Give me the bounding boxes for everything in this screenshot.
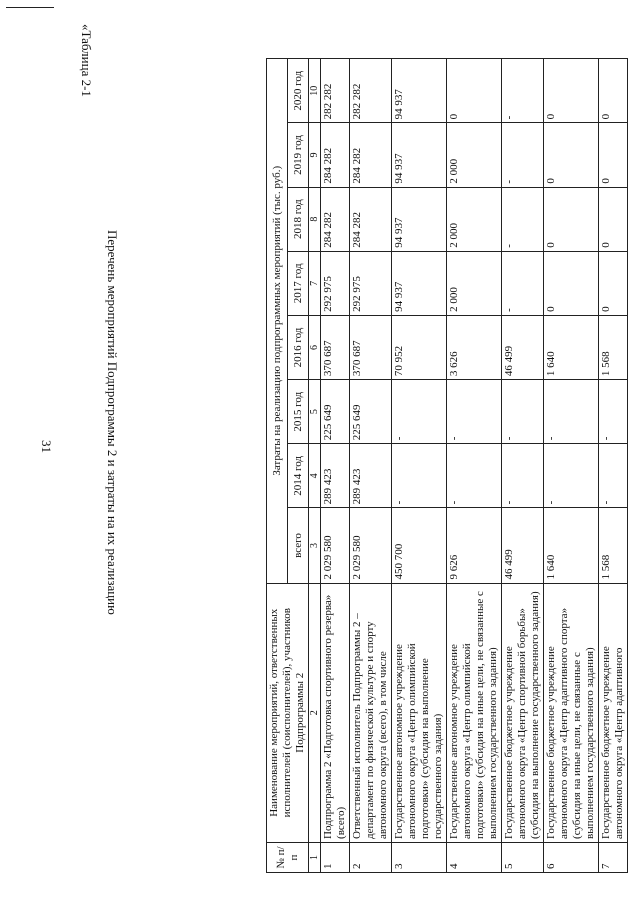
row-value: - [502, 187, 544, 251]
row-value: 225 649 [321, 380, 350, 444]
row-value: - [502, 251, 544, 315]
header-year: 2017 год [288, 251, 309, 315]
row-name: Подпрограмма 2 «Подготовка спортивного резерва» (всего) [321, 583, 350, 842]
row-value: 0 [599, 123, 628, 187]
row-value: 284 282 [350, 187, 392, 251]
row-value: - [447, 380, 502, 444]
row-name: Государственное бюджетное учреждение автономного округа «Центр спортивной борьбы» (субсидия на выполнение государственного задания) [502, 583, 544, 842]
row-number: 7 [599, 842, 628, 872]
row-value: 0 [447, 59, 502, 123]
row-value: 2 000 [447, 123, 502, 187]
column-index: 6 [309, 315, 321, 379]
row-total: 46 499 [502, 508, 544, 583]
row-value: 0 [544, 59, 599, 123]
column-index: 7 [309, 251, 321, 315]
header-year: 2019 год [288, 123, 309, 187]
column-index: 4 [309, 444, 321, 508]
column-index-row [309, 59, 321, 873]
row-value: 292 975 [350, 251, 392, 315]
row-value: 289 423 [350, 444, 392, 508]
row-value: 289 423 [321, 444, 350, 508]
table-row [544, 59, 599, 873]
row-value: 94 937 [392, 251, 447, 315]
row-value: 370 687 [321, 315, 350, 379]
header-year: 2014 год [288, 444, 309, 508]
row-value: 94 937 [392, 123, 447, 187]
row-value: 94 937 [392, 187, 447, 251]
row-value: 282 282 [350, 59, 392, 123]
table-row [502, 59, 544, 873]
row-value: - [502, 380, 544, 444]
row-name: Государственное автономное учреждение автономного округа «Центр олимпийской подготовки» (субсидия на иные цели, не связанные с выполнением государственного задания) [447, 583, 502, 842]
table-caption: Перечень мероприятий Подпрограммы 2 и затраты на их реализацию [105, 230, 120, 615]
row-number: 5 [502, 842, 544, 872]
row-name: Государственное бюджетное учреждение автономного округа «Центр адаптивного [599, 583, 628, 842]
row-value: - [599, 444, 628, 508]
row-value: 94 937 [392, 59, 447, 123]
row-number: 2 [350, 842, 392, 872]
header-year: 2016 год [288, 315, 309, 379]
row-total: 1 568 [599, 508, 628, 583]
row-number: 3 [392, 842, 447, 872]
column-index: 8 [309, 187, 321, 251]
row-value: - [502, 59, 544, 123]
row-value: - [502, 444, 544, 508]
row-value: - [392, 380, 447, 444]
column-index: 1 [309, 842, 321, 872]
row-name: Ответственный исполнитель Подпрограммы 2 – департамент по физической культуре и спорту автономного округа (всего), в том числе [350, 583, 392, 842]
row-total: 9 626 [447, 508, 502, 583]
page-number: 31 [39, 440, 54, 453]
row-value: 282 282 [321, 59, 350, 123]
table-row [350, 59, 392, 873]
table-row [599, 59, 628, 873]
table-row [321, 59, 350, 873]
table-reference: «Таблица 2-1 [79, 24, 94, 97]
row-value: 0 [599, 187, 628, 251]
row-value: 3 626 [447, 315, 502, 379]
row-value: 46 499 [502, 315, 544, 379]
row-value: 0 [544, 251, 599, 315]
row-total: 2 029 580 [350, 508, 392, 583]
row-value: 1 568 [599, 315, 628, 379]
row-value: - [502, 123, 544, 187]
row-value: 0 [599, 59, 628, 123]
header-total: всего [288, 508, 309, 583]
row-value: 70 952 [392, 315, 447, 379]
row-value: 284 282 [350, 123, 392, 187]
row-value: - [447, 444, 502, 508]
column-index: 3 [309, 508, 321, 583]
column-index: 2 [309, 583, 321, 842]
header-costs: Затраты на реализацию подпрограммных мероприятий (тыс. руб.) [267, 59, 288, 584]
header-year: 2015 год [288, 380, 309, 444]
column-index: 5 [309, 380, 321, 444]
header-year: 2018 год [288, 187, 309, 251]
row-number: 6 [544, 842, 599, 872]
row-value: - [599, 380, 628, 444]
row-value: 225 649 [350, 380, 392, 444]
row-value: 0 [599, 251, 628, 315]
row-name: Государственное автономное учреждение автономного округа «Центр олимпийской подготовки» (субсидия на выполнение государственного задания) [392, 583, 447, 842]
row-value: 0 [544, 123, 599, 187]
table-row [447, 59, 502, 873]
row-value: 1 640 [544, 315, 599, 379]
table-row [392, 59, 447, 873]
row-value: - [392, 444, 447, 508]
header-name: Наименование мероприятий, ответственных исполнителей (соисполнителей), участников Подпрограммы 2 [267, 583, 309, 842]
row-value: 2 000 [447, 251, 502, 315]
row-value: 2 000 [447, 187, 502, 251]
costs-table [266, 58, 628, 873]
row-value: 292 975 [321, 251, 350, 315]
row-value: - [544, 444, 599, 508]
column-index: 10 [309, 59, 321, 123]
row-total: 2 029 580 [321, 508, 350, 583]
row-value: 370 687 [350, 315, 392, 379]
column-index: 9 [309, 123, 321, 187]
row-number: 1 [321, 842, 350, 872]
header-year: 2020 год [288, 59, 309, 123]
header-number: № п/п [267, 842, 309, 872]
row-value: 284 282 [321, 187, 350, 251]
row-number: 4 [447, 842, 502, 872]
row-value: 284 282 [321, 123, 350, 187]
row-value: - [544, 380, 599, 444]
row-total: 1 640 [544, 508, 599, 583]
row-total: 450 700 [392, 508, 447, 583]
row-name: Государственное бюджетное учреждение автономного округа «Центр адаптивного спорта» (субсидия на иные цели, не связанные с выполнением государственного задания) [544, 583, 599, 842]
row-value: 0 [544, 187, 599, 251]
